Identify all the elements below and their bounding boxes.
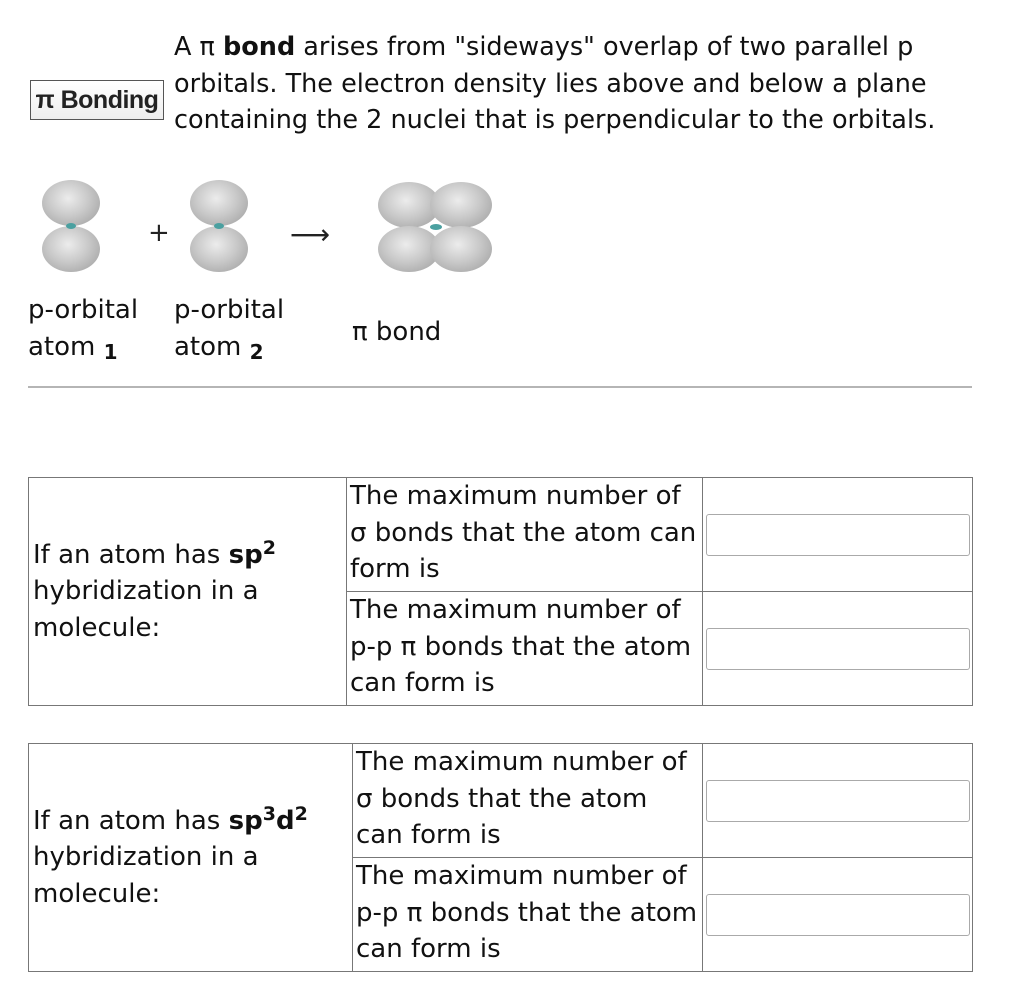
condition-sp2: If an atom has $sp^2$ hybridization in a molecule:	[29, 478, 347, 706]
prompt-sp3d2-sigma: The maximum number of σ bonds that the atom can form is	[353, 744, 703, 858]
answer-cell-sp2-pi	[703, 592, 973, 706]
prompt-sp2-pi: The maximum number of p-p π bonds that the atom can form is	[347, 592, 703, 706]
atom-number-2: 2	[249, 340, 264, 364]
condition-sp3d2: If an atom has $sp^3d^2$ hybridization in a molecule:	[29, 744, 353, 972]
section-divider	[28, 386, 972, 388]
caption-orbital-2-line2: atom $_2$	[174, 332, 264, 364]
answer-cell-sp2-sigma	[703, 478, 973, 592]
answer-input-sp2-pi[interactable]	[706, 628, 970, 670]
caption-orbital-1-line2: atom $_1$	[28, 332, 118, 364]
plus-sign: +	[148, 218, 170, 248]
answer-cell-sp3d2-sigma	[703, 744, 973, 858]
answer-input-sp3d2-sigma[interactable]	[706, 780, 970, 822]
caption-orbital-1	[28, 292, 138, 371]
intro-paragraph	[174, 29, 994, 139]
intro-bold: bond	[223, 32, 296, 62]
answer-input-sp2-sigma[interactable]	[706, 514, 970, 556]
caption-orbital-2-line1: p-orbital	[174, 295, 285, 325]
question-table-sp2	[28, 477, 973, 706]
answer-input-sp3d2-pi[interactable]	[706, 894, 970, 936]
pi-bonding-badge: π Bonding	[30, 80, 164, 120]
question-table-sp3d2	[28, 743, 973, 972]
reaction-arrow: ⟶	[290, 218, 331, 251]
pi-bond-image	[376, 180, 496, 274]
caption-orbital-1-line1: p-orbital	[28, 295, 139, 325]
intro-rest: arises from "sideways" overlap of two parallel p orbitals. The electron density lies above and below a plane containing the 2 nuclei that is perpendicular to the orbitals.	[174, 32, 936, 135]
p-orbital-2-image	[184, 180, 254, 274]
prompt-sp2-sigma: The maximum number of σ bonds that the atom can form is	[347, 478, 703, 592]
caption-pi-bond: π bond	[352, 317, 442, 347]
intro-lead: A π	[174, 32, 224, 62]
caption-orbital-2	[174, 292, 284, 371]
orbital-figure	[0, 170, 520, 290]
prompt-sp3d2-pi: The maximum number of p-p π bonds that the atom can form is	[353, 858, 703, 972]
atom-number-1: 1	[103, 340, 118, 364]
p-orbital-1-image	[36, 180, 106, 274]
answer-cell-sp3d2-pi	[703, 858, 973, 972]
